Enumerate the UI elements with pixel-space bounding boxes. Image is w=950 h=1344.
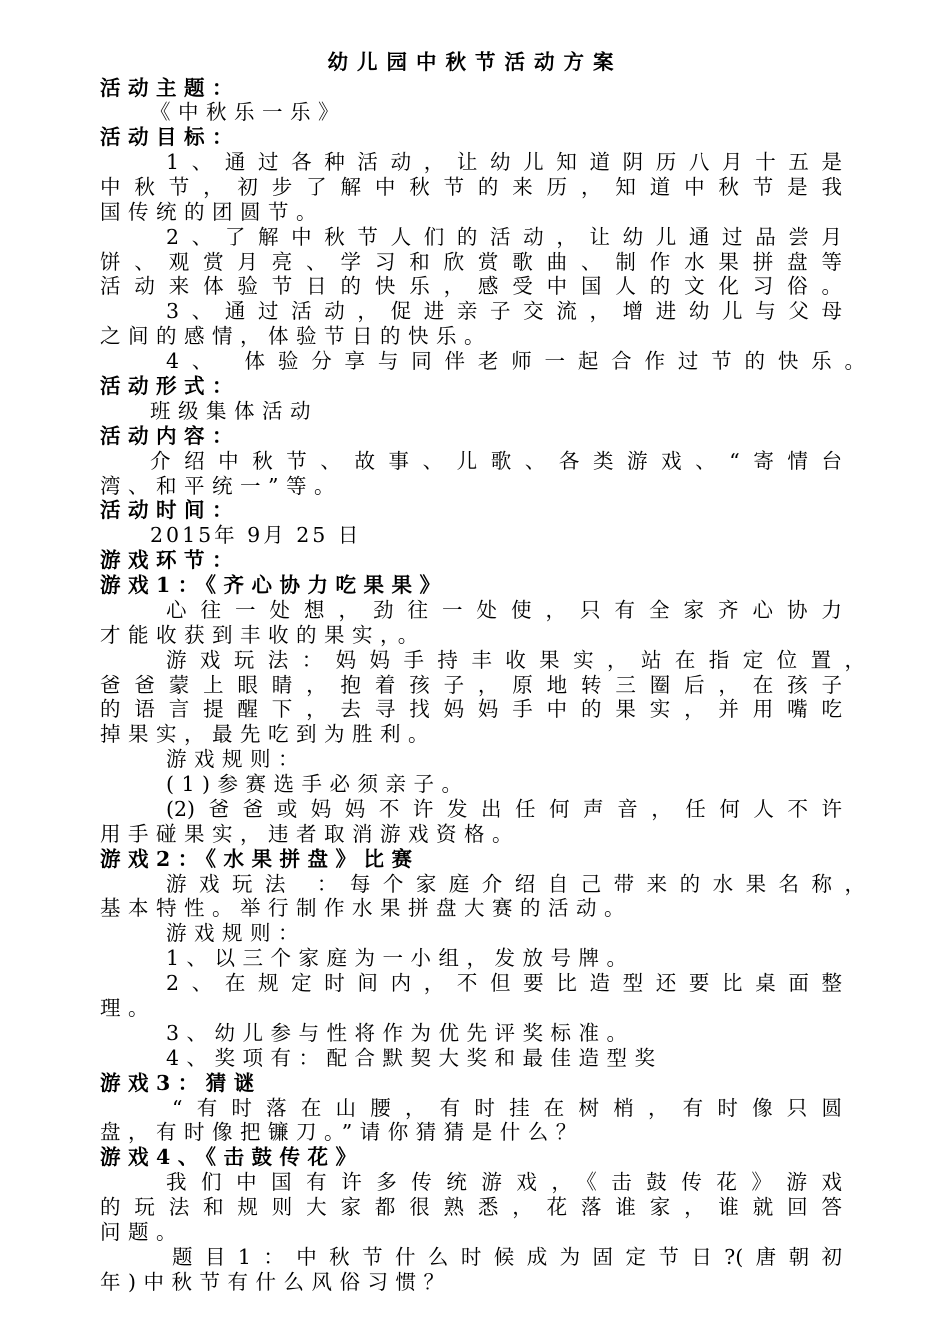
game-1-intro-line-1: 心往一处想，劲往一处使，只有全家齐心协力 xyxy=(166,598,842,622)
goal-3-line-2: 之间的感情，体验节日的快乐。 xyxy=(100,324,492,348)
game-1-rules-heading: 游戏规则： xyxy=(166,747,306,771)
game-1-play-line-4: 掉果实，最先吃到为胜利。 xyxy=(100,722,436,746)
game-4-intro-line-2: 的玩法和规则大家都很熟悉，花落谁家，谁就回答 xyxy=(100,1195,842,1219)
game-1-intro-line-2: 才能收获到丰收的果实，。 xyxy=(100,623,426,647)
game-2-rules-heading: 游戏规则： xyxy=(166,921,306,945)
game-1-play-line-3: 的语言提醒下，去寻找妈妈手中的果实，并用嘴吃 xyxy=(100,697,842,721)
game-2-rule-1: 1、以三个家庭为一小组，发放号牌。 xyxy=(166,946,635,970)
goal-2-line-1: 2、了解中秋节人们的活动，让幼儿通过品尝月 xyxy=(166,225,842,249)
game-1-rule-2-line-1: (2)爸爸或妈妈不许发出任何声音，任何人不许 xyxy=(166,797,842,821)
game-1-rule-2-line-2: 用手碰果实，违者取消游戏资格。 xyxy=(100,822,520,846)
game-4-intro-line-3: 问题。 xyxy=(100,1220,184,1244)
time-text: 2015年 9月 25 日 xyxy=(150,523,362,547)
goal-1-line-3: 国传统的团圆节。 xyxy=(100,200,324,224)
game-3-heading: 游戏3：猜谜 xyxy=(100,1071,262,1095)
section-heading-goals: 活动目标： xyxy=(100,125,240,149)
game-1-play-line-1: 游戏玩法：妈妈手持丰收果实，站在指定位置， xyxy=(166,648,865,672)
goal-2-line-3: 活动来体验节日的快乐，感受中国人的文化习俗。 xyxy=(100,274,842,298)
game-4-intro-line-1: 我们中国有许多传统游戏，《击鼓传花》游戏 xyxy=(166,1170,842,1194)
game-4-heading: 游戏4、《击鼓传花》 xyxy=(100,1145,364,1169)
game-2-rule-4: 4、奖项有：配合默契大奖和最佳造型奖 xyxy=(166,1046,663,1070)
document-title: 幼儿园中秋节活动方案 xyxy=(327,50,623,74)
section-heading-time: 活动时间： xyxy=(100,498,240,522)
section-heading-theme: 活动主题： xyxy=(100,76,240,100)
game-2-heading: 游戏2：《水果拼盘》比赛 xyxy=(100,847,420,871)
section-heading-content: 活动内容： xyxy=(100,424,240,448)
goal-1-line-1: 1、通过各种活动，让幼儿知道阴历八月十五是 xyxy=(166,150,842,174)
section-heading-games: 游戏环节： xyxy=(100,548,240,572)
game-1-play-line-2: 爸爸蒙上眼睛，抱着孩子，原地转三圈后，在孩子 xyxy=(100,673,842,697)
game-1-rule-1: (1)参赛选手必须亲子。 xyxy=(166,772,470,796)
game-1-heading: 游戏1：《齐心协力吃果果》 xyxy=(100,573,448,597)
game-2-rule-2-line-1: 2、在规定时间内，不但要比造型还要比桌面整 xyxy=(166,971,842,995)
game-3-riddle-line-1: “有时落在山腰，有时挂在树梢，有时像只圆 xyxy=(172,1096,842,1120)
game-2-rule-2-line-2: 理。 xyxy=(100,996,156,1020)
game-2-rule-3: 3、幼儿参与性将作为优先评奖标准。 xyxy=(166,1021,635,1045)
game-4-question-line-2: 年)中秋节有什么风俗习惯？ xyxy=(100,1270,452,1294)
game-4-question-line-1: 题目1：中秋节什么时候成为固定节日?(唐朝初 xyxy=(172,1245,842,1269)
goal-2-line-2: 饼、观赏月亮、学习和欣赏歌曲、制作水果拼盘等 xyxy=(100,250,842,274)
section-heading-format: 活动形式： xyxy=(100,374,240,398)
goal-4-line-1: 4、 体验分享与同伴老师一起合作过节的快乐。 xyxy=(166,349,865,373)
content-line-2: 湾、和平统一”等。 xyxy=(100,474,342,498)
game-3-riddle-line-2: 盘，有时像把镰刀。”请你猜猜是什么？ xyxy=(100,1120,584,1144)
content-line-1: 介绍中秋节、故事、儿歌、各类游戏、“寄情台 xyxy=(150,449,842,473)
game-2-play-line-1: 游戏玩法 ：每个家庭介绍自己带来的水果名称， xyxy=(166,872,865,896)
format-text: 班级集体活动 xyxy=(150,399,318,423)
goal-3-line-1: 3、通过活动，促进亲子交流，增进幼儿与父母 xyxy=(166,299,842,323)
theme-text: 《中秋乐一乐》 xyxy=(150,100,346,124)
goal-1-line-2: 中秋节，初步了解中秋节的来历，知道中秋节是我 xyxy=(100,175,842,199)
game-2-play-line-2: 基本特性。举行制作水果拼盘大赛的活动。 xyxy=(100,896,632,920)
